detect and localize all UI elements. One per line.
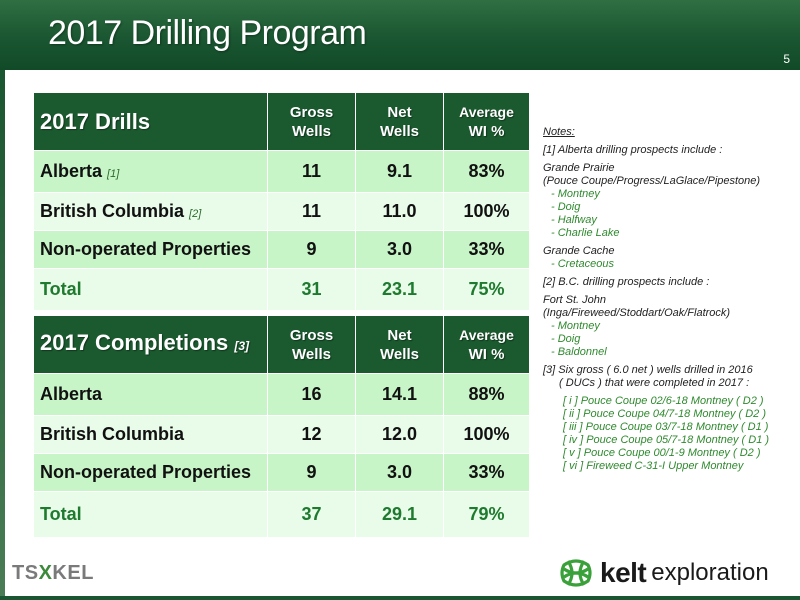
- slide-header: [0, 0, 800, 70]
- note-list-item: - Charlie Lake: [551, 227, 620, 239]
- table-row: [34, 416, 530, 454]
- net-wells-cell: 14.1: [356, 374, 444, 416]
- total-row: [34, 269, 530, 311]
- gross-wells-header: Gross Wells: [268, 316, 356, 374]
- net-wells-cell: 3.0: [356, 454, 444, 492]
- table-row: [34, 374, 530, 416]
- gross-wells-cell: 37: [268, 492, 356, 538]
- total-row: [34, 492, 530, 538]
- note-list-item: - Halfway: [551, 214, 597, 226]
- completions-header-row: [34, 316, 530, 374]
- gross-wells-cell: 9: [268, 454, 356, 492]
- page-number: 5: [783, 52, 790, 66]
- note-3-heading: [3] Six gross ( 6.0 net ) wells drilled in 2016: [543, 364, 753, 376]
- note-list-item: [ vi ] Fireweed C-31-I Upper Montney: [563, 460, 744, 472]
- net-wells-cell: 3.0: [356, 231, 444, 269]
- average-wi-cell: 79%: [444, 492, 530, 538]
- gross-wells-cell: 11: [268, 151, 356, 193]
- row-label: Non-operated Properties: [34, 454, 268, 492]
- note-2-area-1-sub: (Inga/Fireweed/Stoddart/Oak/Flatrock): [543, 307, 731, 319]
- average-wi-cell: 83%: [444, 151, 530, 193]
- left-accent-bar: [0, 70, 5, 600]
- note-list-item: - Doig: [551, 333, 581, 345]
- net-wells-cell: 12.0: [356, 416, 444, 454]
- drills-table: [33, 92, 530, 311]
- net-wells-cell: 9.1: [356, 151, 444, 193]
- row-label: Total: [34, 269, 268, 311]
- gross-wells-cell: 11: [268, 193, 356, 231]
- row-label: British Columbia [2]: [34, 193, 268, 231]
- note-list-item: - Montney: [551, 320, 600, 332]
- note-1-area-1-sub: (Pouce Coupe/Progress/LaGlace/Pipestone): [543, 175, 761, 187]
- note-list-item: - Baldonnel: [551, 346, 607, 358]
- table-row: [34, 151, 530, 193]
- table-row: [34, 231, 530, 269]
- average-wi-cell: 75%: [444, 269, 530, 311]
- completions-table-title: 2017 Completions [3]: [34, 316, 268, 374]
- note-list-item: [ iii ] Pouce Coupe 03/7-18 Montney ( D1 ): [563, 421, 769, 433]
- note-1-area-1: Grande Prairie: [543, 162, 615, 174]
- gross-wells-cell: 9: [268, 231, 356, 269]
- tsx-kel-logo: TSXKEL: [12, 562, 94, 584]
- completions-table: [33, 315, 530, 538]
- table-row: [34, 193, 530, 231]
- kelt-wordmark: kelt: [600, 557, 647, 588]
- note-1-area-2: Grande Cache: [543, 245, 615, 257]
- average-wi-cell: 88%: [444, 374, 530, 416]
- celtic-knot-icon: [558, 555, 594, 591]
- note-2-heading: [2] B.C. drilling prospects include :: [543, 276, 710, 288]
- slide-title: 2017 Drilling Program: [48, 14, 367, 52]
- net-wells-cell: 11.0: [356, 193, 444, 231]
- drills-table-title: 2017 Drills: [34, 93, 268, 151]
- note-1-heading: [1] Alberta drilling prospects include :: [543, 144, 723, 156]
- gross-wells-cell: 31: [268, 269, 356, 311]
- note-list-item: - Cretaceous: [551, 258, 614, 270]
- average-wi-cell: 100%: [444, 416, 530, 454]
- note-list-item: - Montney: [551, 188, 600, 200]
- net-wells-cell: 29.1: [356, 492, 444, 538]
- note-3-heading-cont: ( DUCs ) that were completed in 2017 :: [559, 377, 750, 389]
- gross-wells-cell: 16: [268, 374, 356, 416]
- average-wi-cell: 33%: [444, 231, 530, 269]
- note-list-item: [ ii ] Pouce Coupe 04/7-18 Montney ( D2 ): [563, 408, 766, 420]
- row-label: Total: [34, 492, 268, 538]
- row-label: British Columbia: [34, 416, 268, 454]
- row-label: Alberta [1]: [34, 151, 268, 193]
- note-list-item: - Doig: [551, 201, 581, 213]
- note-list-item: [ iv ] Pouce Coupe 05/7-18 Montney ( D1 ): [563, 434, 770, 446]
- average-wi-cell: 100%: [444, 193, 530, 231]
- table-row: [34, 454, 530, 492]
- net-wells-cell: 23.1: [356, 269, 444, 311]
- note-list-item: [ i ] Pouce Coupe 02/6-18 Montney ( D2 ): [563, 395, 764, 407]
- notes-panel: [543, 126, 793, 473]
- bottom-accent-bar: [0, 596, 800, 600]
- row-label: Alberta: [34, 374, 268, 416]
- note-2-area-1: Fort St. John: [543, 294, 606, 306]
- gross-wells-cell: 12: [268, 416, 356, 454]
- kelt-exploration-logo: [558, 555, 769, 591]
- notes-title: Notes:: [543, 126, 575, 138]
- gross-wells-header: Gross Wells: [268, 93, 356, 151]
- average-wi-header: Average WI %: [444, 93, 530, 151]
- drills-header-row: [34, 93, 530, 151]
- net-wells-header: Net Wells: [356, 316, 444, 374]
- average-wi-header: Average WI %: [444, 316, 530, 374]
- exploration-wordmark: exploration: [651, 559, 769, 586]
- note-list-item: [ v ] Pouce Coupe 00/1-9 Montney ( D2 ): [563, 447, 761, 459]
- row-label: Non-operated Properties: [34, 231, 268, 269]
- average-wi-cell: 33%: [444, 454, 530, 492]
- net-wells-header: Net Wells: [356, 93, 444, 151]
